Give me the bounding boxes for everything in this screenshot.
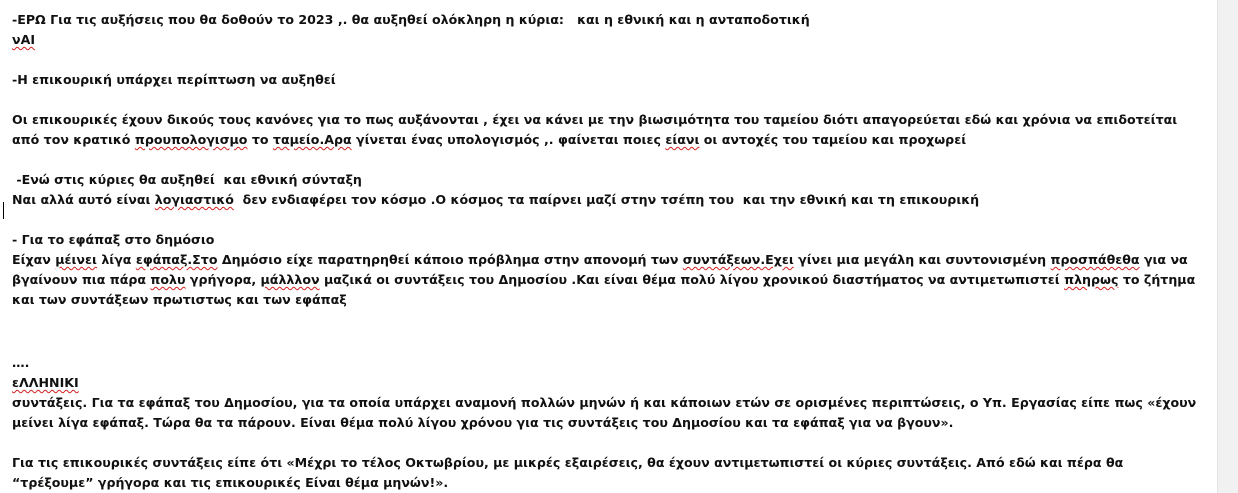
- misspelled-word: συντάξεων.Εχει: [682, 252, 794, 267]
- misspelled-word: εΛΛΗΝΙΚΙ: [12, 375, 79, 390]
- text-run: Ναι αλλά αυτό είναι: [12, 192, 155, 207]
- text-run: Είχαν: [12, 252, 56, 267]
- text-run: Οι επικουρικές έχουν δικούς τους κανόνες για το πως αυξάνονται , έχει να κάνει με την βιωσιμότητα του ταμείου διότι απαγορεύεται εδώ και χρόνια να επιδοτείται από τον κρατικό: [12, 112, 1178, 147]
- text-run: γίνεται ένας υπολογισμός ,. φαίνεται ποιες: [351, 132, 666, 147]
- paragraph-answer-lump-sum: [12, 250, 1208, 310]
- paragraph-minister-supplementary: Για τις επικουρικές συντάξεις είπε ότι «Μέχρι το τέλος Οκτωβρίου, με μικρές εξαιρέσεις, θα έχουν αντιμετωπιστεί οι κύριες συντάξεις. Από εδώ και πέρα θα “τρέξουμε” γρήγορα και τις επικουρικές Είναι θέμα μηνών!».: [12, 455, 1124, 490]
- text-run: το: [247, 132, 273, 147]
- text-run: για να βγαίνουν πια πάρα: [12, 252, 1188, 287]
- blank-line: [12, 90, 1208, 110]
- misspelled-word: πολυ: [150, 272, 186, 287]
- paragraph-answer-main-pensions: [12, 190, 1208, 210]
- text-run: οι αντοχές του ταμείου και προχωρεί: [699, 132, 967, 147]
- section-heading-greek: [12, 373, 1208, 393]
- text-run: Δημόσιο είχε παρατηρηθεί κάποιο πρόβλημα στην απονομή των: [217, 252, 683, 267]
- blank-line: [12, 50, 1208, 70]
- text-run: δεν ενδιαφέρει τον κόσμο .Ο κόσμος τα παίρνει μαζί στην τσέπη του και την εθνική και τη επικουρική: [233, 192, 980, 207]
- blank-line: [12, 210, 1208, 230]
- ellipsis-separator: ….: [12, 355, 30, 370]
- misspelled-word: πληρως: [1064, 272, 1119, 287]
- paragraph-question-main-pensions: -Ενώ στις κύριες θα αυξηθεί και εθνική σύνταξη: [12, 172, 362, 187]
- text-run: γίνει μια μεγάλη και συντονισμένη: [793, 252, 1051, 267]
- text-cursor: [3, 202, 4, 219]
- misspelled-word: μάλλλον: [260, 272, 320, 287]
- paragraph-question-increases: -ΕΡΩ Για τις αυξήσεις που θα δοθούν το 2023 ,. θα αυξηθεί ολόκληρη η κύρια: και η εθνική και η ανταποδοτική: [12, 12, 810, 27]
- misspelled-word: προυπολογισμο: [134, 132, 248, 147]
- text-run: γρήγορα,: [185, 272, 261, 287]
- paragraph-supplementary-rules: [12, 110, 1208, 150]
- text-run: μαζικά οι συντάξεις του Δημοσίου .Και είναι θέμα πολύ λίγου χρονικού διαστήματος να αντιμετωπιστεί: [319, 272, 1065, 287]
- paragraph-question-lump-sum: - Για το εφάπαξ στο δημόσιο: [12, 232, 215, 247]
- blank-line: [12, 150, 1208, 170]
- blank-lines: [12, 310, 1208, 353]
- paragraph-question-supplementary: -Η επικουρική υπάρχει περίπτωση να αυξηθεί: [12, 72, 336, 87]
- text-run: λίγα: [96, 252, 136, 267]
- misspelled-word: λογιαστικό: [154, 192, 234, 207]
- misspelled-word: ταμείο.Αρα: [272, 132, 352, 147]
- misspelled-word: εφάπαξ.Στο: [135, 252, 218, 267]
- misspelled-word: μέινει: [55, 252, 97, 267]
- paragraph-minister-lump-sum: συντάξεις. Για τα εφάπαξ του Δημοσίου, για τα οποία υπάρχει αναμονή πολλών μηνών ή και κάποιων ετών σε ορισμένες περιπτώσεις, ο Υπ. Εργασίας είπε πως «έχουν μείνει λίγα εφάπαξ. Τώρα θα τα πάρουν. Είναι θέμα πολύ λίγου χρόνου για τις συντάξεις του Δημοσίου και τα εφάπαξ για να βγουν».: [12, 395, 1197, 430]
- misspelled-word: είανι: [665, 132, 700, 147]
- text-run: το ζήτημα και των συντάξεων πρωτιστως και των εφάπαξ: [12, 272, 1196, 307]
- misspelled-word: προσπάθεθα: [1050, 252, 1140, 267]
- document-body[interactable]: [12, 10, 1208, 493]
- blank-line: [12, 433, 1208, 453]
- vertical-scrollbar[interactable]: [1217, 0, 1238, 493]
- misspelled-word: νΑΙ: [12, 32, 36, 47]
- paragraph-answer-yes: [12, 30, 1208, 50]
